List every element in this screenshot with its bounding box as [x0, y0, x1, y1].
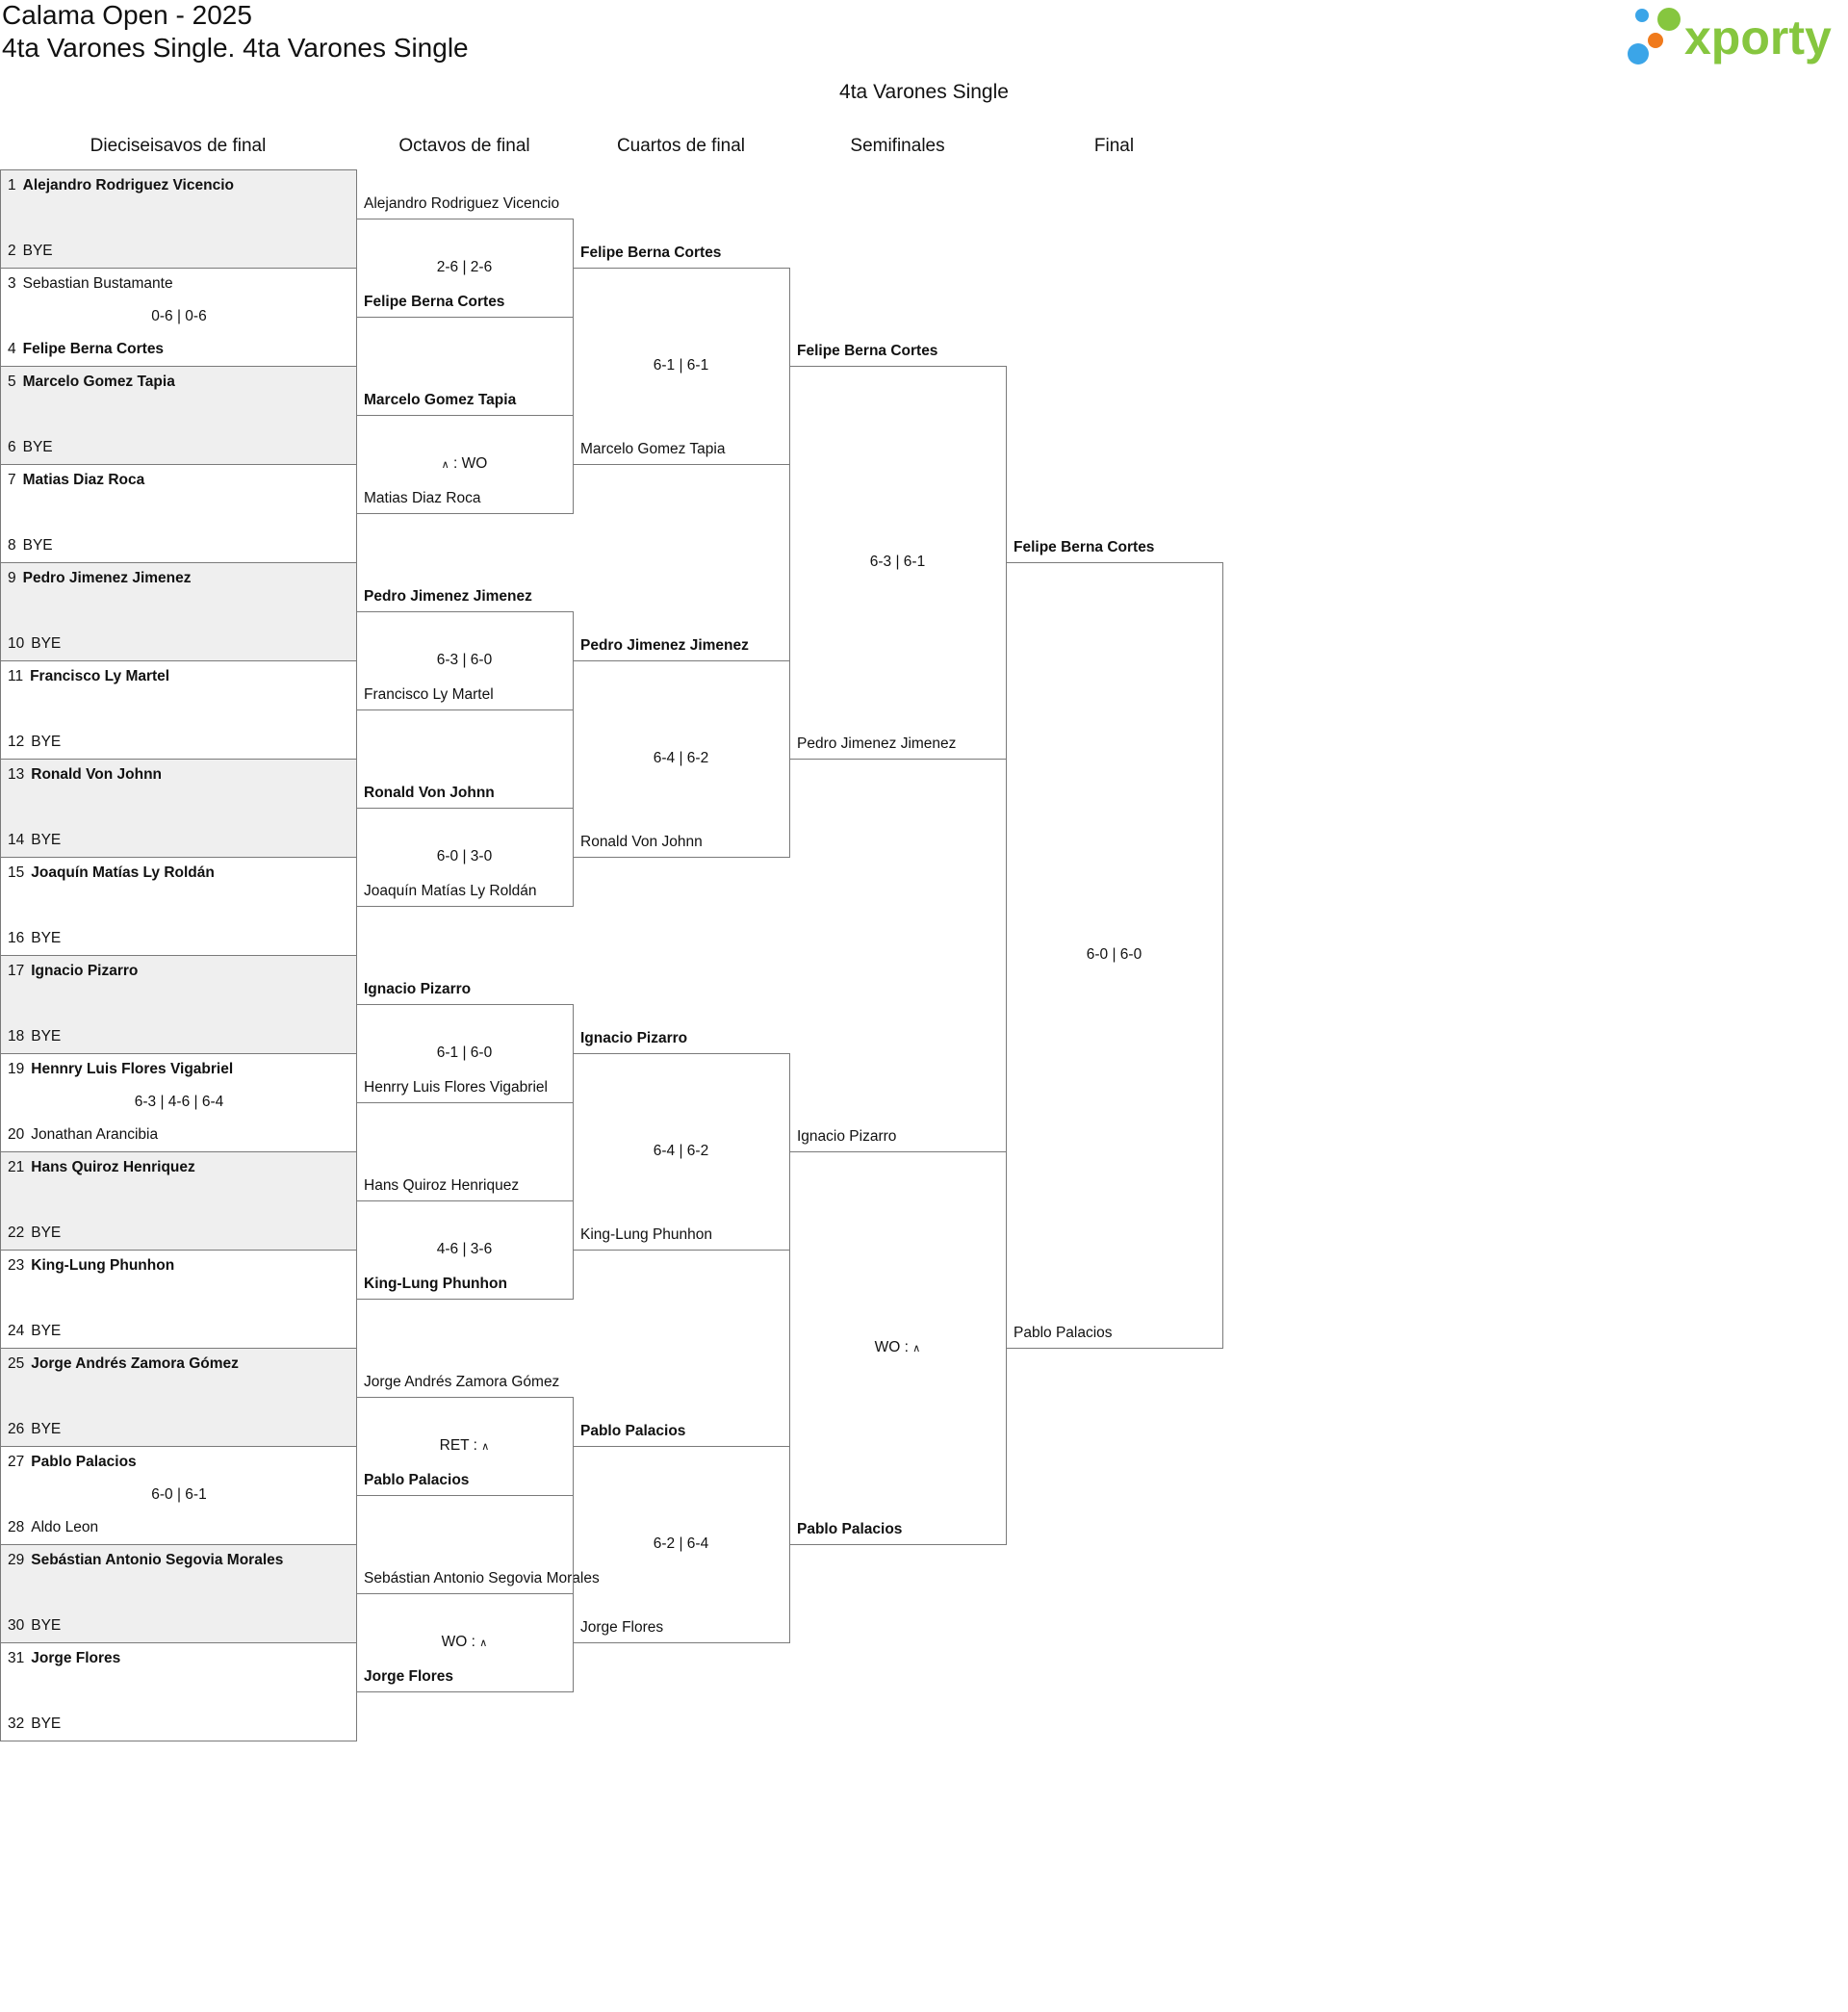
logo-wordmark: xporty [1684, 11, 1832, 64]
player-name[interactable]: Ronald Von Johnn [580, 834, 703, 850]
score-text: : WO [449, 455, 488, 472]
player-name: Francisco Ly Martel [30, 668, 170, 684]
player-name: Joaquín Matías Ly Roldán [31, 864, 215, 881]
match-score: 6-3 | 6-1 [869, 554, 926, 570]
category-title: 4ta Varones Single. 4ta Varones Single [2, 33, 469, 63]
seed-number: 13 [8, 766, 25, 783]
player-name[interactable]: Pablo Palacios [364, 1472, 470, 1488]
player-name: Sebástian Antonio Segovia Morales [31, 1552, 284, 1568]
match-r32 [0, 169, 357, 269]
player-name: Felipe Berna Cortes [22, 341, 165, 357]
player-name: Aldo Leon [31, 1519, 99, 1535]
player-name[interactable]: Felipe Berna Cortes [364, 294, 505, 310]
seed-number: 9 [8, 570, 16, 586]
match-score: 6-0 | 6-0 [1086, 946, 1142, 963]
xporty-logo [1627, 4, 1848, 69]
player-name[interactable]: Pedro Jimenez Jimenez [797, 735, 957, 752]
player-name[interactable]: Henrry Luis Flores Vigabriel [364, 1079, 548, 1096]
player-name: Pedro Jimenez Jimenez [22, 570, 192, 586]
score-text: WO : [441, 1634, 480, 1650]
seed-number: 20 [8, 1126, 25, 1143]
player-name[interactable]: Ignacio Pizarro [364, 981, 472, 997]
seed-number: 25 [8, 1355, 25, 1372]
player-row[interactable] [8, 1126, 349, 1144]
match-score [356, 1437, 573, 1456]
player-name[interactable]: Felipe Berna Cortes [797, 343, 938, 359]
match-score: 6-2 | 6-4 [653, 1535, 709, 1552]
seed-number: 15 [8, 864, 25, 881]
logo-dot-blue [1635, 9, 1649, 22]
player-row[interactable] [8, 1519, 349, 1536]
player-row[interactable] [8, 930, 349, 947]
player-row[interactable] [8, 537, 349, 555]
player-row[interactable] [8, 275, 349, 293]
player-name[interactable]: Francisco Ly Martel [364, 686, 494, 703]
player-name: Hennry Luis Flores Vigabriel [31, 1061, 234, 1077]
seed-number: 28 [8, 1519, 25, 1535]
player-name[interactable]: Pablo Palacios [797, 1521, 903, 1537]
retired-mark: ∧ [481, 1441, 490, 1453]
player-row[interactable] [8, 177, 349, 194]
match-score: 6-4 | 6-2 [653, 1143, 709, 1159]
round-header-2: Cuartos de final [616, 136, 746, 156]
seed-number: 2 [8, 243, 16, 259]
player-name: Jorge Flores [31, 1650, 121, 1666]
bye-label: BYE [31, 1323, 62, 1339]
round-header-4: Final [1093, 136, 1135, 156]
player-row[interactable] [8, 734, 349, 751]
seed-number: 4 [8, 341, 16, 357]
seed-number: 11 [8, 668, 24, 684]
player-row[interactable] [8, 1225, 349, 1242]
logo-dot-blue-large [1628, 43, 1649, 64]
match-score: 0-6 | 0-6 [151, 308, 207, 324]
seed-number: 7 [8, 472, 16, 488]
bye-label: BYE [31, 1421, 62, 1437]
seed-number: 17 [8, 963, 25, 979]
player-row[interactable] [8, 1617, 349, 1635]
seed-number: 10 [8, 635, 25, 652]
match-score: 6-1 | 6-1 [653, 357, 709, 374]
round-header-3: Semifinales [850, 136, 945, 156]
retired-mark: ∧ [479, 1638, 488, 1649]
match-score: 6-3 | 4-6 | 6-4 [134, 1094, 224, 1110]
bye-label: BYE [31, 734, 62, 750]
score-text: WO : [874, 1339, 913, 1355]
player-name[interactable]: Jorge Flores [580, 1619, 664, 1636]
seed-number: 24 [8, 1323, 25, 1339]
seed-number: 29 [8, 1552, 25, 1568]
bye-label: BYE [22, 439, 53, 455]
player-row[interactable] [8, 635, 349, 653]
match-score [356, 455, 573, 474]
player-row[interactable] [8, 341, 349, 358]
player-name[interactable]: Pedro Jimenez Jimenez [364, 588, 532, 605]
bye-label: BYE [31, 1715, 62, 1732]
player-row[interactable] [8, 243, 349, 260]
bye-label: BYE [31, 1028, 62, 1045]
player-name[interactable]: Joaquín Matías Ly Roldán [364, 883, 537, 899]
match-score [356, 1634, 573, 1652]
match-r32 [0, 1053, 357, 1152]
seed-number: 16 [8, 930, 25, 946]
match-r32 [0, 1348, 357, 1447]
seed-number: 3 [8, 275, 16, 292]
bye-label: BYE [22, 243, 53, 259]
player-row[interactable] [8, 472, 349, 489]
player-name: King-Lung Phunhon [31, 1257, 175, 1274]
bye-label: BYE [31, 832, 62, 848]
player-name: Sebastian Bustamante [22, 275, 173, 292]
seed-number: 23 [8, 1257, 25, 1274]
player-name[interactable]: Matias Diaz Roca [364, 490, 481, 506]
player-name: Jonathan Arancibia [31, 1126, 159, 1143]
player-name: Ronald Von Johnn [31, 766, 163, 783]
match-score: 6-3 | 6-0 [436, 652, 493, 668]
match-r32 [0, 268, 357, 367]
bye-label: BYE [31, 930, 62, 946]
player-name[interactable]: Hans Quiroz Henriquez [364, 1177, 520, 1194]
match-r32 [0, 1642, 357, 1741]
player-row[interactable] [8, 374, 349, 391]
seed-number: 32 [8, 1715, 25, 1732]
draw-title: 4ta Varones Single [839, 81, 1009, 103]
seed-number: 19 [8, 1061, 25, 1077]
player-name[interactable]: Ignacio Pizarro [580, 1030, 688, 1046]
match-r32 [0, 562, 357, 661]
seed-number: 14 [8, 832, 25, 848]
seed-number: 30 [8, 1617, 25, 1634]
player-row[interactable] [8, 1323, 349, 1340]
player-name[interactable]: Sebástian Antonio Segovia Morales [364, 1570, 600, 1586]
player-name: Alejandro Rodriguez Vicencio [22, 177, 234, 193]
player-name[interactable]: Jorge Flores [364, 1668, 454, 1685]
round-header-0: Dieciseisavos de final [90, 136, 267, 156]
round-header-1: Octavos de final [398, 136, 530, 156]
seed-number: 12 [8, 734, 25, 750]
bye-label: BYE [31, 1225, 62, 1241]
seed-number: 1 [8, 177, 16, 193]
player-row[interactable] [8, 864, 349, 882]
match-r32 [0, 464, 357, 563]
retired-mark: ∧ [912, 1343, 921, 1354]
player-row[interactable] [8, 1061, 349, 1078]
match-score: 2-6 | 2-6 [436, 259, 493, 275]
player-name: Marcelo Gomez Tapia [22, 374, 175, 390]
match-r32 [0, 366, 357, 465]
seed-number: 6 [8, 439, 16, 455]
bye-label: BYE [22, 537, 53, 554]
player-name[interactable]: Marcelo Gomez Tapia [580, 441, 726, 457]
player-name[interactable]: Pablo Palacios [580, 1423, 686, 1439]
seed-number: 5 [8, 374, 16, 390]
match-r32 [0, 955, 357, 1054]
bye-label: BYE [31, 1617, 62, 1634]
player-name[interactable]: King-Lung Phunhon [364, 1276, 507, 1292]
score-text: RET : [439, 1437, 482, 1454]
player-row[interactable] [8, 1715, 349, 1733]
logo-dot-green [1657, 8, 1681, 31]
seed-number: 26 [8, 1421, 25, 1437]
bye-label: BYE [31, 635, 62, 652]
player-row[interactable] [8, 832, 349, 849]
player-name[interactable]: Alejandro Rodriguez Vicencio [364, 195, 560, 212]
match-score: 6-0 | 6-1 [151, 1486, 207, 1503]
player-row[interactable] [8, 668, 349, 685]
match-r32 [0, 1250, 357, 1349]
player-row[interactable] [8, 1159, 349, 1176]
match-r32 [0, 1446, 357, 1545]
player-row[interactable] [8, 1552, 349, 1569]
tournament-title: Calama Open - 2025 [2, 0, 252, 30]
player-row[interactable] [8, 439, 349, 456]
player-name[interactable]: Marcelo Gomez Tapia [364, 392, 517, 408]
player-name[interactable]: Felipe Berna Cortes [580, 245, 722, 261]
player-row[interactable] [8, 963, 349, 980]
player-row[interactable] [8, 1355, 349, 1373]
seed-number: 21 [8, 1159, 25, 1175]
player-name: Ignacio Pizarro [31, 963, 139, 979]
player-name[interactable]: King-Lung Phunhon [580, 1226, 713, 1243]
match-r32 [0, 1151, 357, 1251]
player-row[interactable] [8, 1454, 349, 1471]
match-r32 [0, 1544, 357, 1643]
match-r32 [0, 759, 357, 858]
seed-number: 27 [8, 1454, 25, 1470]
player-row[interactable] [8, 766, 349, 784]
player-name: Pablo Palacios [31, 1454, 137, 1470]
match-r32 [0, 660, 357, 760]
match-score: 6-1 | 6-0 [436, 1045, 493, 1061]
player-name: Hans Quiroz Henriquez [31, 1159, 195, 1175]
player-name[interactable]: Felipe Berna Cortes [1014, 539, 1155, 555]
match-score: 4-6 | 3-6 [436, 1241, 493, 1257]
player-name[interactable]: Ignacio Pizarro [797, 1128, 897, 1145]
player-name[interactable]: Jorge Andrés Zamora Gómez [364, 1374, 560, 1390]
player-row[interactable] [8, 1650, 349, 1667]
player-row[interactable] [8, 570, 349, 587]
seed-number: 8 [8, 537, 16, 554]
seed-number: 22 [8, 1225, 25, 1241]
match-score [789, 1339, 1006, 1357]
player-row[interactable] [8, 1421, 349, 1438]
seed-number: 18 [8, 1028, 25, 1045]
player-name[interactable]: Ronald Von Johnn [364, 785, 495, 801]
player-name[interactable]: Pedro Jimenez Jimenez [580, 637, 749, 654]
player-name[interactable]: Pablo Palacios [1014, 1325, 1113, 1341]
seed-number: 31 [8, 1650, 25, 1666]
player-name: Jorge Andrés Zamora Gómez [31, 1355, 239, 1372]
retired-mark: ∧ [441, 459, 449, 471]
player-row[interactable] [8, 1257, 349, 1275]
logo-dot-orange [1648, 33, 1663, 48]
match-r32 [0, 857, 357, 956]
match-score: 6-0 | 3-0 [436, 848, 493, 864]
player-row[interactable] [8, 1028, 349, 1045]
match-score: 6-4 | 6-2 [653, 750, 709, 766]
player-name: Matias Diaz Roca [22, 472, 145, 488]
